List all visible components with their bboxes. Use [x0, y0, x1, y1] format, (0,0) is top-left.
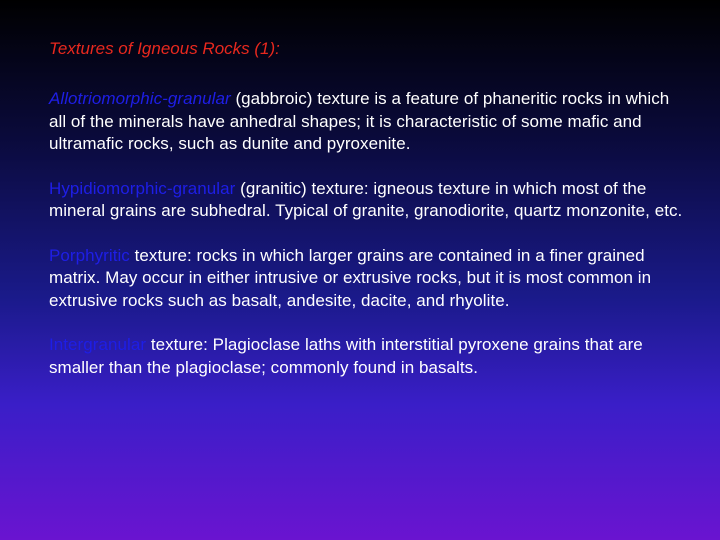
paragraph-hypidiomorphic	[49, 178, 689, 223]
slide-title: Textures of Igneous Rocks (1):	[49, 39, 280, 58]
definition-hypidiomorphic: (granitic) texture: igneous texture in which most of the mineral grains are subhedral. Typical of granite, granodiorite, quartz monzonite, etc.	[49, 178, 683, 220]
paragraph-allotriomorphic	[49, 88, 689, 156]
term-hypidiomorphic: Hypidiomorphic-granular	[49, 178, 236, 198]
term-allotriomorphic: Allotriomorphic-granular	[49, 89, 231, 108]
term-intergranular: Intergranular	[49, 335, 147, 354]
definition-porphyritic: texture: rocks in which larger grains are contained in a finer grained matrix. May occur in either intrusive or extrusive rocks, but it is most common in extrusive rocks such as basalt, andesite, dacite, and rhyolite.	[49, 245, 652, 310]
paragraph-porphyritic	[49, 245, 689, 313]
term-porphyritic: Porphyritic	[49, 245, 130, 265]
slide-content	[49, 38, 689, 401]
paragraph-intergranular	[49, 334, 689, 379]
definition-intergranular: texture: Plagioclase laths with interstitial pyroxene grains that are smaller than the plagioclase; commonly found in basalts.	[49, 335, 643, 377]
definition-allotriomorphic: (gabbroic) texture is a feature of phaneritic rocks in which all of the minerals have anhedral shapes; it is characteristic of some mafic and ultramafic rocks, such as dunite and pyroxenite.	[49, 89, 670, 153]
